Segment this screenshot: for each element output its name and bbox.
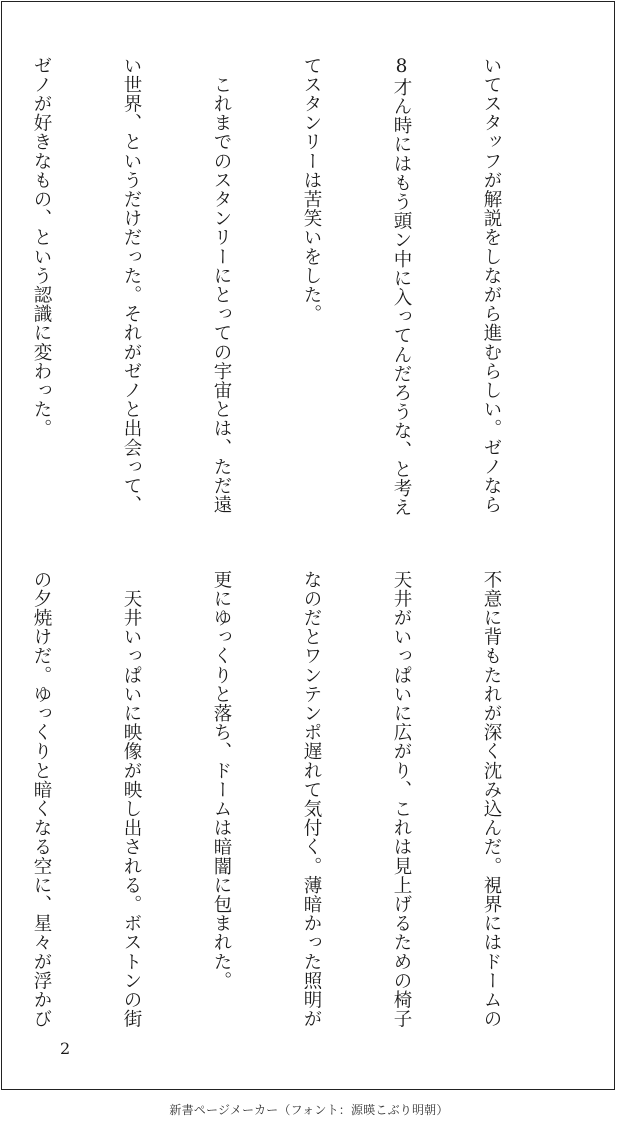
footer-credit: 新書ページメーカー（フォント：源暎こぶり明朝）: [169, 1103, 449, 1117]
text-line: 8才ん時にはもう頭ン中に入ってんだろうな、と考え: [391, 56, 412, 517]
text-line: 不意に背もたれが深く沈み込んだ。視界にはドームの: [481, 570, 502, 1029]
text-line: 更にゆっくりと落ち、ドームは暗闇に包まれた。: [211, 570, 232, 991]
text-block-top: [0, 56, 566, 526]
text-line: 天井いっぱいに映像が映し出される。ボストンの街: [121, 570, 142, 1029]
text-line: なのだとワンテンポ遅れて気付く。薄暗かった照明が: [301, 570, 322, 1029]
text-line: てスタンリーは苦笑いをした。: [301, 56, 322, 324]
page-number: 2: [60, 1039, 71, 1058]
text-line: 天井がいっぱいに広がり、これは見上げるための椅子: [391, 570, 412, 1029]
text-line: ゼノが好きなもの、という認識に変わった。: [31, 56, 52, 438]
text-block-bottom: [0, 570, 566, 1040]
text-line: いてスタッフが解説をしながら進むらしい。ゼノなら: [481, 56, 502, 515]
text-line: の夕焼けだ。ゆっくりと暗くなる空に、星々が浮かび: [31, 570, 52, 1029]
text-line: い世界、というだけだった。それがゼノと出会って、: [121, 56, 142, 515]
text-line: これまでのスタンリーにとっての宇宙とは、ただ遠: [211, 56, 232, 515]
page: [1, 1, 615, 1090]
